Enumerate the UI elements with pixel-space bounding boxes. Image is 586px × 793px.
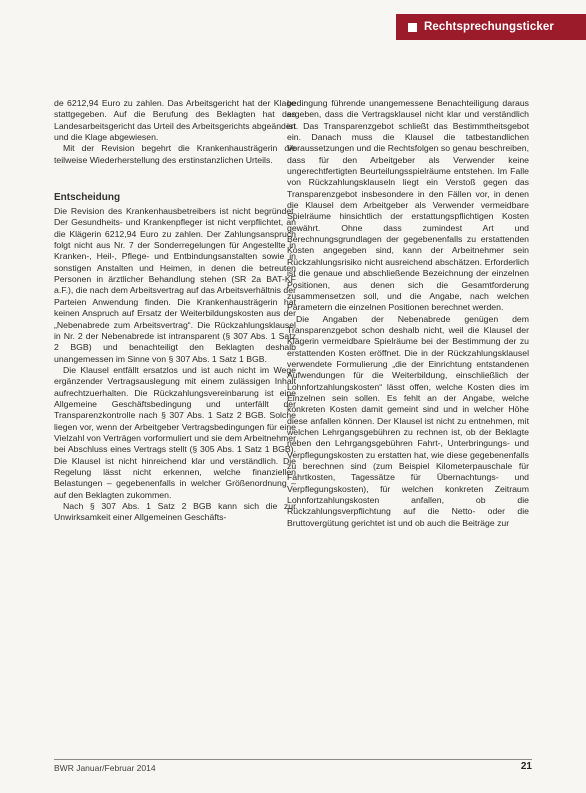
page-number: 21: [520, 761, 532, 772]
left-paragraph-2: Mit der Revision begehrt die Krankenhausträgerin die teilweise Wiederherstellung des erstinstanzlichen Urteils.: [54, 143, 296, 165]
square-bullet-icon: [408, 23, 417, 32]
section-header-bar: [396, 14, 586, 40]
right-paragraph-1: bedingung führende unangemessene Benachteiligung daraus ergeben, dass die Vertragsklausel nicht klar und verständlich ist. Das Transparenzgebot schließt das Bestimmtheitsgebot ein. Danach muss die Klausel die tatbestandlichen Voraussetzungen und die Rechtsfolgen so genau beschreiben, dass für den Arbeitgeber als Verwender keine ungerechtfertigten Beurteilungsspielräume entstehen. Im Falle von Rückzahlungsklauseln liegt ein Verstoß gegen das Transparenzgebot insbesondere in den Fällen vor, in denen die Klausel dem Arbeitgeber als Verwender vermeidbare Spielräume hinsichtlich der erstattungspflichtigen Kosten gewährt. Ohne dass zumindest Art und Berechnungsgrundlagen der gegebenenfalls zu erstattenden Kosten angegeben sind, kann der Arbeitnehmer sein Rückzahlungsrisiko nicht ausreichend abschätzen. Erforderlich ist die genaue und abschließende Bezeichnung der einzelnen Positionen, aus denen sich die Gesamtforderung zusammensetzen soll, und die Angabe, nach welchen Parametern die einzelnen Positionen berechnet werden.: [287, 98, 529, 313]
left-column: [54, 98, 296, 524]
left-paragraph-4: Die Klausel entfällt ersatzlos und ist auch nicht im Wege ergänzender Vertragsauslegung mit einem zulässigen Inhalt aufrechtzuerhalten. Die Rückzahlungsvereinbarung ist eine Allgemeine Geschäftsbedingung und unterfällt der Transparenzkontrolle nach § 307 Abs. 1 Satz 2 BGB. Solche liegen vor, wenn der Arbeitgeber Vertragsbedingungen für eine Vielzahl von Verträgen vorformuliert und sie dem Arbeitnehmer bei Abschluss eines Vertrags stellt (§ 305 Abs. 1 Satz 1 BGB). Die Klausel ist nicht hinreichend klar und verständlich. Die Regelung lässt nicht erkennen, welche finanziellen Belastungen – gegebenenfalls in welcher Größenordnung – auf den Beklagten zukommen.: [54, 364, 296, 500]
left-paragraph-1: de 6212,94 Euro zu zahlen. Das Arbeitsgericht hat der Klage stattgegeben. Auf die Berufung des Beklagten hat das Landesarbeitsgericht das Urteil des Arbeitsgerichts abgeändert und die Klage abgewiesen.: [54, 98, 296, 143]
right-paragraph-2: Die Angaben der Nebenabrede genügen dem Transparenzgebot schon deshalb nicht, weil die Klausel der Klägerin vermeidbare Spielräume bei der Bestimmung der zu erstattenden Kosten eröffnet. Die in der Rückzahlungsklausel verwendete Formulierung „die der Einrichtung entstandenen Aufwendungen für die Weiterbildung, einschließlich der Lohnfortzahlungskosten“ lässt offen, welche Kosten dies im Einzelnen sein sollen. Es fehlt an der Angabe, welche konkreten Kosten damit gemeint sind und in welcher Höhe diese anfallen können. Der Klausel ist nicht zu entnehmen, mit welchen Lehrgangsgebühren zu rechnen ist, ob der Beklagte neben den Lehrgangsgebühren Fahrt-, Unterbringungs- und Verpflegungskosten zu erstatten hat, wie diese gegebenenfalls zu berechnen sind (zum Beispiel Kilometerpauschale für Fahrtkosten, Tagessätze für Übernachtungs- und Verpflegungskosten), für welchen konkreten Zeitraum Lohnfortzahlungskosten anfallen, ob die Rückzahlungsverpflichtung auf die Netto- oder die Bruttovergütung gerichtet ist und ob auch die Beiträge zur: [287, 313, 529, 528]
footer-publication: BWR Januar/Februar 2014: [54, 763, 156, 773]
section-heading: Entscheidung: [54, 192, 121, 204]
footer-divider: [54, 759, 532, 760]
right-column: [287, 98, 529, 529]
section-label: Rechtsprechungsticker: [424, 21, 554, 33]
left-paragraph-5: Nach § 307 Abs. 1 Satz 2 BGB kann sich die zur Unwirksamkeit einer Allgemeinen Geschäfts-: [54, 501, 296, 523]
left-paragraph-3: Die Revision des Krankenhausbetreibers ist nicht begründet. Der Gesundheits- und Krankenpfleger ist nicht verpflichtet, an die Klägerin 6212,94 Euro zu zahlen. Der Zahlungsanspruch folgt nicht aus Nr. 7 der Sonderregelungen für Angestellte in Kranken-, Heil-, Pflege- und Entbindungsanstalten sowie in sonstigen Anstalten und Heimen, in denen die betreuten Personen in ärztlicher Behandlung stehen (SR 2a BAT-KF a.F.), die nach dem Arbeitsvertrag auf das Arbeitsverhältnis der Parteien Anwendung finden. Die Krankenhausträgerin hat keinen Anspruch auf Ersatz der Weiterbildungskosten aus der „Nebenabrede zum Arbeitsvertrag“. Die Rückzahlungsklausel in Nr. 2 der Nebenabrede ist intransparent (§ 307 Abs. 1 Satz 2 BGB) und benachteiligt den Beklagten deshalb unangemessen im Sinne von § 307 Abs. 1 Satz 1 BGB.: [54, 206, 296, 364]
